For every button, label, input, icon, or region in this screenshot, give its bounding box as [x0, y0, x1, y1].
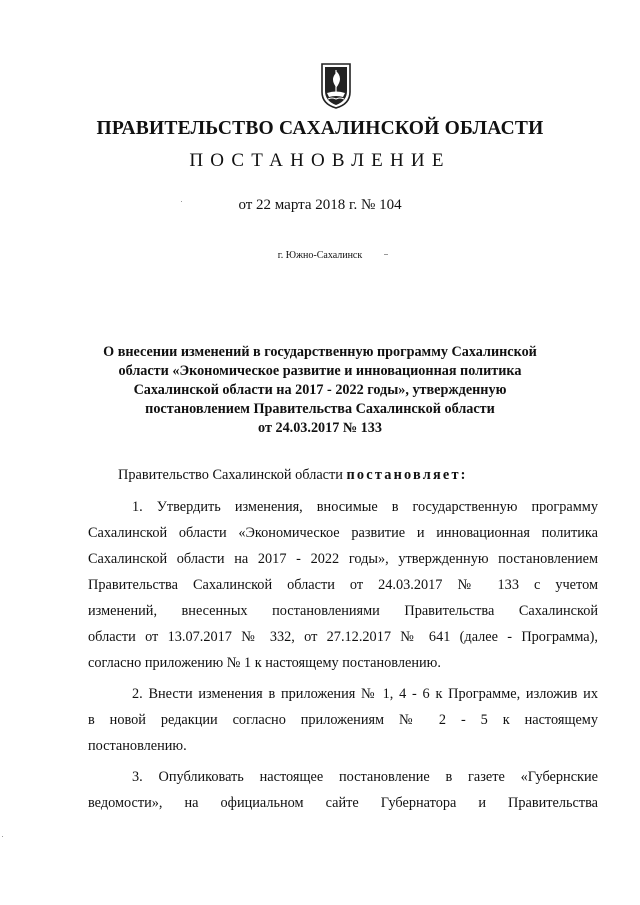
paragraph-line: согласно приложению № 1 к настоящему постановлению. [88, 655, 441, 671]
decree-word: постановляет: [346, 467, 468, 483]
scan-speck [2, 836, 3, 837]
paragraph-line: изменений, внесенных постановлениями Правительства Сахалинской [88, 603, 598, 619]
paragraph-line: постановлению. [88, 738, 187, 754]
paragraph-line: 3. Опубликовать настоящее постановление в газете «Губернские [132, 769, 598, 785]
subject-line: О внесении изменений в государственную программу Сахалинской [103, 344, 537, 360]
document-date-number: от 22 марта 2018 г. № 104 [238, 197, 402, 213]
scan-speck [384, 254, 388, 255]
organization-title: ПРАВИТЕЛЬСТВО САХАЛИНСКОЙ ОБЛАСТИ [96, 118, 544, 139]
paragraph-line: области от 13.07.2017 № 332, от 27.12.2017 № 641 (далее - Программа), [88, 629, 598, 645]
preamble-text: Правительство Сахалинской области [118, 467, 347, 483]
paragraph-line: Правительства Сахалинской области от 24.03.2017 № 133 с учетом [88, 577, 598, 593]
subject-line: области «Экономическое развитие и инновационная политика [118, 363, 522, 379]
scan-speck [181, 201, 182, 202]
document-type: ПОСТАНОВЛЕНИЕ [189, 150, 451, 171]
subject-line: от 24.03.2017 № 133 [258, 420, 382, 436]
document-city: г. Южно-Сахалинск [277, 250, 363, 261]
paragraph-line: 1. Утвердить изменения, вносимые в государственную программу [132, 499, 598, 515]
paragraph-line: Сахалинской области на 2017 - 2022 годы», утвержденную постановлением [88, 551, 598, 567]
document-subject [60, 343, 580, 438]
paragraph-line: в новой редакции согласно приложениям № 2 - 5 к настоящему [88, 712, 598, 728]
paragraph-line: ведомости», на официальном сайте Губернатора и Правительства [88, 795, 598, 811]
subject-line: Сахалинской области на 2017 - 2022 годы», утвержденную [133, 382, 507, 398]
subject-line: постановлением Правительства Сахалинской области [145, 401, 495, 417]
paragraph-line: Сахалинской области «Экономическое развитие и инновационная политика [88, 525, 598, 541]
coat-of-arms-emblem [320, 62, 352, 110]
preamble-line [88, 462, 598, 488]
paragraph-line: 2. Внести изменения в приложения № 1, 4 - 6 к Программе, изложив их [132, 686, 598, 702]
